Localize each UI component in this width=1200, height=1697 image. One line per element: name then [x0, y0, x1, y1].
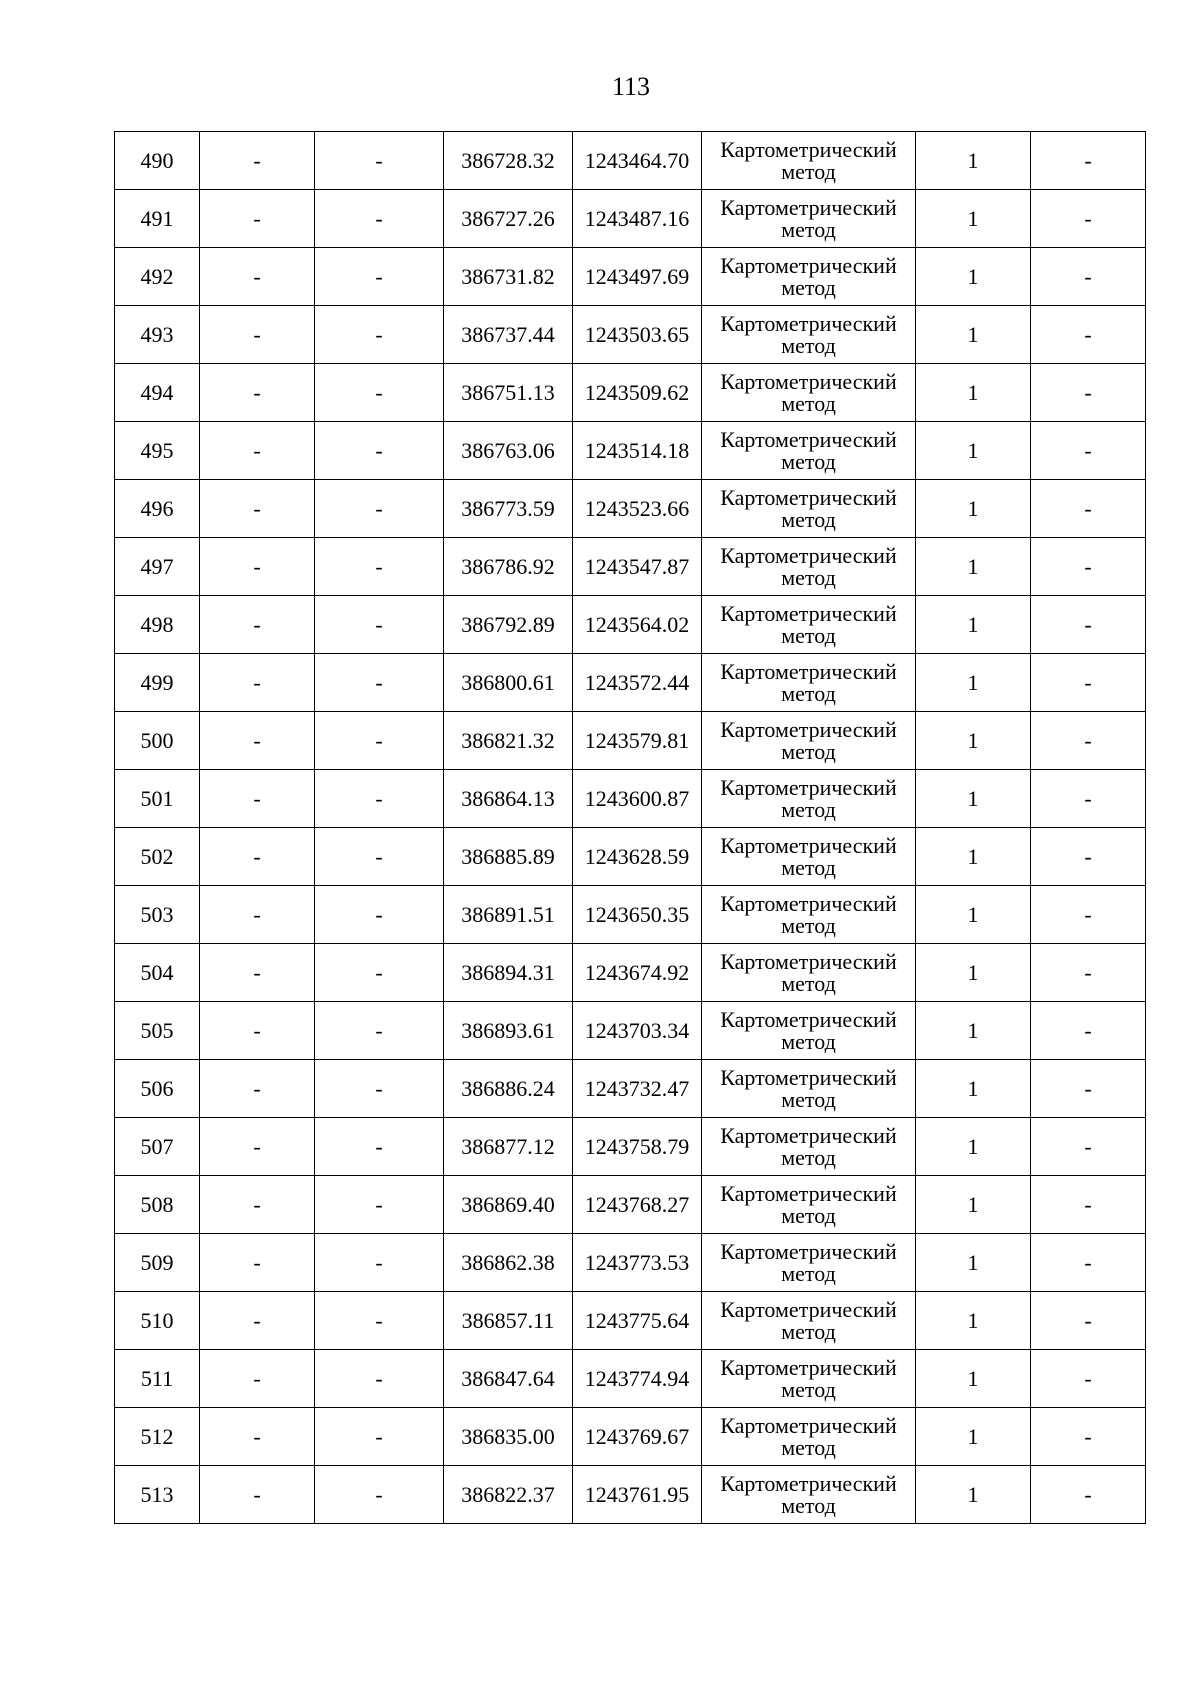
method-cell — [702, 828, 916, 886]
empty-cell: - — [315, 712, 444, 770]
y-coordinate-cell: 1243703.34 — [573, 1002, 702, 1060]
point-number-cell: 507 — [115, 1118, 200, 1176]
point-number-cell: 513 — [115, 1466, 200, 1524]
y-coordinate-cell: 1243732.47 — [573, 1060, 702, 1118]
empty-cell: - — [1031, 1234, 1146, 1292]
empty-cell: - — [315, 1002, 444, 1060]
empty-cell: - — [200, 364, 315, 422]
empty-cell: - — [315, 538, 444, 596]
method-cell — [702, 1466, 916, 1524]
table-row — [115, 1408, 1146, 1466]
y-coordinate-cell: 1243628.59 — [573, 828, 702, 886]
point-number-cell: 509 — [115, 1234, 200, 1292]
empty-cell: - — [1031, 1176, 1146, 1234]
table-row — [115, 132, 1146, 190]
point-number-cell: 491 — [115, 190, 200, 248]
method-text: Картометрический — [720, 310, 897, 336]
table-body — [115, 132, 1146, 1524]
empty-cell: - — [1031, 596, 1146, 654]
method-text: метод — [781, 506, 836, 532]
method-cell — [702, 1118, 916, 1176]
method-text: метод — [781, 1144, 836, 1170]
method-text: Картометрический — [720, 832, 897, 858]
table-row — [115, 306, 1146, 364]
table-row — [115, 1234, 1146, 1292]
empty-cell: - — [315, 1408, 444, 1466]
table-row — [115, 364, 1146, 422]
empty-cell: - — [1031, 1292, 1146, 1350]
empty-cell: - — [315, 654, 444, 712]
point-number-cell: 495 — [115, 422, 200, 480]
empty-cell: - — [200, 1060, 315, 1118]
empty-cell: - — [1031, 480, 1146, 538]
empty-cell: - — [315, 1118, 444, 1176]
accuracy-cell: 1 — [916, 1466, 1031, 1524]
x-coordinate-cell: 386727.26 — [444, 190, 573, 248]
accuracy-cell: 1 — [916, 1002, 1031, 1060]
empty-cell: - — [200, 1002, 315, 1060]
method-text: метод — [781, 274, 836, 300]
table-row — [115, 1350, 1146, 1408]
empty-cell: - — [1031, 1350, 1146, 1408]
method-text: метод — [781, 158, 836, 184]
x-coordinate-cell: 386847.64 — [444, 1350, 573, 1408]
method-text: метод — [781, 448, 836, 474]
method-text: метод — [781, 1434, 836, 1460]
empty-cell: - — [1031, 306, 1146, 364]
empty-cell: - — [1031, 654, 1146, 712]
y-coordinate-cell: 1243572.44 — [573, 654, 702, 712]
point-number-cell: 502 — [115, 828, 200, 886]
empty-cell: - — [200, 422, 315, 480]
accuracy-cell: 1 — [916, 1060, 1031, 1118]
method-text: Картометрический — [720, 1180, 897, 1206]
point-number-cell: 498 — [115, 596, 200, 654]
x-coordinate-cell: 386731.82 — [444, 248, 573, 306]
method-cell — [702, 538, 916, 596]
y-coordinate-cell: 1243579.81 — [573, 712, 702, 770]
method-cell — [702, 944, 916, 1002]
accuracy-cell: 1 — [916, 480, 1031, 538]
page-number: 113 — [611, 72, 651, 101]
method-text: метод — [781, 854, 836, 880]
y-coordinate-cell: 1243514.18 — [573, 422, 702, 480]
y-coordinate-cell: 1243674.92 — [573, 944, 702, 1002]
method-text: метод — [781, 390, 836, 416]
accuracy-cell: 1 — [916, 1234, 1031, 1292]
method-text: Картометрический — [720, 484, 897, 510]
point-number-cell: 506 — [115, 1060, 200, 1118]
table-row — [115, 1466, 1146, 1524]
method-text: метод — [781, 970, 836, 996]
point-number-cell: 497 — [115, 538, 200, 596]
empty-cell: - — [315, 1350, 444, 1408]
x-coordinate-cell: 386857.11 — [444, 1292, 573, 1350]
accuracy-cell: 1 — [916, 364, 1031, 422]
y-coordinate-cell: 1243600.87 — [573, 770, 702, 828]
method-text: метод — [781, 1492, 836, 1518]
method-text: метод — [781, 1260, 836, 1286]
empty-cell: - — [1031, 132, 1146, 190]
table-row — [115, 886, 1146, 944]
point-number-cell: 499 — [115, 654, 200, 712]
empty-cell: - — [200, 596, 315, 654]
point-number-cell: 496 — [115, 480, 200, 538]
method-text: Картометрический — [720, 658, 897, 684]
table-row — [115, 944, 1146, 1002]
method-text: Картометрический — [720, 1470, 897, 1496]
empty-cell: - — [200, 480, 315, 538]
empty-cell: - — [1031, 190, 1146, 248]
table-row — [115, 712, 1146, 770]
empty-cell: - — [315, 1292, 444, 1350]
empty-cell: - — [200, 1234, 315, 1292]
accuracy-cell: 1 — [916, 770, 1031, 828]
y-coordinate-cell: 1243547.87 — [573, 538, 702, 596]
y-coordinate-cell: 1243775.64 — [573, 1292, 702, 1350]
accuracy-cell: 1 — [916, 306, 1031, 364]
point-number-cell: 493 — [115, 306, 200, 364]
accuracy-cell: 1 — [916, 538, 1031, 596]
y-coordinate-cell: 1243769.67 — [573, 1408, 702, 1466]
point-number-cell: 494 — [115, 364, 200, 422]
x-coordinate-cell: 386800.61 — [444, 654, 573, 712]
empty-cell: - — [200, 1350, 315, 1408]
method-text: Картометрический — [720, 252, 897, 278]
x-coordinate-cell: 386822.37 — [444, 1466, 573, 1524]
table-row — [115, 596, 1146, 654]
x-coordinate-cell: 386773.59 — [444, 480, 573, 538]
empty-cell: - — [315, 1176, 444, 1234]
method-cell — [702, 132, 916, 190]
x-coordinate-cell: 386786.92 — [444, 538, 573, 596]
method-text: метод — [781, 1318, 836, 1344]
table-row — [115, 1176, 1146, 1234]
y-coordinate-cell: 1243564.02 — [573, 596, 702, 654]
table-row — [115, 422, 1146, 480]
point-number-cell: 512 — [115, 1408, 200, 1466]
method-text: Картометрический — [720, 948, 897, 974]
method-text: метод — [781, 912, 836, 938]
x-coordinate-cell: 386891.51 — [444, 886, 573, 944]
empty-cell: - — [315, 770, 444, 828]
accuracy-cell: 1 — [916, 1292, 1031, 1350]
y-coordinate-cell: 1243464.70 — [573, 132, 702, 190]
method-text: Картометрический — [720, 1006, 897, 1032]
method-text: метод — [781, 796, 836, 822]
accuracy-cell: 1 — [916, 654, 1031, 712]
empty-cell: - — [315, 364, 444, 422]
point-number-cell: 501 — [115, 770, 200, 828]
method-cell — [702, 480, 916, 538]
method-cell — [702, 1176, 916, 1234]
y-coordinate-cell: 1243650.35 — [573, 886, 702, 944]
accuracy-cell: 1 — [916, 422, 1031, 480]
empty-cell: - — [315, 1234, 444, 1292]
method-text: Картометрический — [720, 194, 897, 220]
x-coordinate-cell: 386751.13 — [444, 364, 573, 422]
empty-cell: - — [200, 1292, 315, 1350]
method-cell — [702, 654, 916, 712]
method-text: Картометрический — [720, 542, 897, 568]
method-cell — [702, 1408, 916, 1466]
x-coordinate-cell: 386885.89 — [444, 828, 573, 886]
x-coordinate-cell: 386821.32 — [444, 712, 573, 770]
method-text: Картометрический — [720, 426, 897, 452]
table-row — [115, 770, 1146, 828]
method-text: метод — [781, 738, 836, 764]
table-row — [115, 190, 1146, 248]
empty-cell: - — [1031, 770, 1146, 828]
empty-cell: - — [200, 770, 315, 828]
empty-cell: - — [200, 828, 315, 886]
method-text: Картометрический — [720, 600, 897, 626]
empty-cell: - — [1031, 1002, 1146, 1060]
y-coordinate-cell: 1243774.94 — [573, 1350, 702, 1408]
table-row — [115, 538, 1146, 596]
point-number-cell: 503 — [115, 886, 200, 944]
accuracy-cell: 1 — [916, 944, 1031, 1002]
method-cell — [702, 1350, 916, 1408]
x-coordinate-cell: 386893.61 — [444, 1002, 573, 1060]
x-coordinate-cell: 386877.12 — [444, 1118, 573, 1176]
empty-cell: - — [315, 1466, 444, 1524]
empty-cell: - — [315, 190, 444, 248]
accuracy-cell: 1 — [916, 248, 1031, 306]
y-coordinate-cell: 1243497.69 — [573, 248, 702, 306]
point-number-cell: 504 — [115, 944, 200, 1002]
empty-cell: - — [200, 886, 315, 944]
x-coordinate-cell: 386763.06 — [444, 422, 573, 480]
method-cell — [702, 712, 916, 770]
y-coordinate-cell: 1243758.79 — [573, 1118, 702, 1176]
empty-cell: - — [200, 712, 315, 770]
empty-cell: - — [315, 828, 444, 886]
empty-cell: - — [315, 1060, 444, 1118]
method-text: метод — [781, 332, 836, 358]
empty-cell: - — [315, 422, 444, 480]
empty-cell: - — [315, 596, 444, 654]
empty-cell: - — [1031, 712, 1146, 770]
empty-cell: - — [1031, 944, 1146, 1002]
method-text: Картометрический — [720, 1354, 897, 1380]
method-cell — [702, 306, 916, 364]
empty-cell: - — [1031, 828, 1146, 886]
method-text: Картометрический — [720, 1296, 897, 1322]
empty-cell: - — [200, 538, 315, 596]
point-number-cell: 490 — [115, 132, 200, 190]
empty-cell: - — [200, 306, 315, 364]
accuracy-cell: 1 — [916, 1176, 1031, 1234]
accuracy-cell: 1 — [916, 596, 1031, 654]
y-coordinate-cell: 1243768.27 — [573, 1176, 702, 1234]
x-coordinate-cell: 386728.32 — [444, 132, 573, 190]
method-text: метод — [781, 1376, 836, 1402]
method-text: метод — [781, 622, 836, 648]
empty-cell: - — [200, 190, 315, 248]
point-number-cell: 500 — [115, 712, 200, 770]
point-number-cell: 508 — [115, 1176, 200, 1234]
point-number-cell: 505 — [115, 1002, 200, 1060]
empty-cell: - — [315, 886, 444, 944]
accuracy-cell: 1 — [916, 1408, 1031, 1466]
table-row — [115, 1002, 1146, 1060]
empty-cell: - — [1031, 1118, 1146, 1176]
method-text: Картометрический — [720, 1412, 897, 1438]
method-cell — [702, 770, 916, 828]
method-text: метод — [781, 216, 836, 242]
table-row — [115, 480, 1146, 538]
method-text: Картометрический — [720, 890, 897, 916]
empty-cell: - — [200, 1408, 315, 1466]
empty-cell: - — [315, 132, 444, 190]
method-text: Картометрический — [720, 136, 897, 162]
empty-cell: - — [1031, 538, 1146, 596]
empty-cell: - — [200, 1118, 315, 1176]
empty-cell: - — [1031, 1466, 1146, 1524]
x-coordinate-cell: 386737.44 — [444, 306, 573, 364]
accuracy-cell: 1 — [916, 886, 1031, 944]
empty-cell: - — [1031, 364, 1146, 422]
point-number-cell: 492 — [115, 248, 200, 306]
accuracy-cell: 1 — [916, 828, 1031, 886]
empty-cell: - — [1031, 1408, 1146, 1466]
method-cell — [702, 1002, 916, 1060]
x-coordinate-cell: 386862.38 — [444, 1234, 573, 1292]
method-cell — [702, 596, 916, 654]
y-coordinate-cell: 1243773.53 — [573, 1234, 702, 1292]
accuracy-cell: 1 — [916, 1118, 1031, 1176]
table-row — [115, 828, 1146, 886]
method-cell — [702, 1060, 916, 1118]
method-text: метод — [781, 1086, 836, 1112]
x-coordinate-cell: 386894.31 — [444, 944, 573, 1002]
x-coordinate-cell: 386792.89 — [444, 596, 573, 654]
method-text: метод — [781, 680, 836, 706]
method-cell — [702, 1234, 916, 1292]
empty-cell: - — [200, 1466, 315, 1524]
method-cell — [702, 364, 916, 422]
empty-cell: - — [1031, 248, 1146, 306]
point-number-cell: 510 — [115, 1292, 200, 1350]
empty-cell: - — [1031, 422, 1146, 480]
empty-cell: - — [315, 248, 444, 306]
y-coordinate-cell: 1243761.95 — [573, 1466, 702, 1524]
method-cell — [702, 1292, 916, 1350]
empty-cell: - — [315, 306, 444, 364]
accuracy-cell: 1 — [916, 712, 1031, 770]
method-text: метод — [781, 564, 836, 590]
x-coordinate-cell: 386864.13 — [444, 770, 573, 828]
table-row — [115, 1118, 1146, 1176]
empty-cell: - — [200, 248, 315, 306]
method-text: Картометрический — [720, 1122, 897, 1148]
empty-cell: - — [200, 1176, 315, 1234]
point-number-cell: 511 — [115, 1350, 200, 1408]
method-text: Картометрический — [720, 1238, 897, 1264]
x-coordinate-cell: 386835.00 — [444, 1408, 573, 1466]
x-coordinate-cell: 386869.40 — [444, 1176, 573, 1234]
empty-cell: - — [315, 944, 444, 1002]
method-cell — [702, 248, 916, 306]
method-text: Картометрический — [720, 368, 897, 394]
method-text: Картометрический — [720, 774, 897, 800]
method-text: метод — [781, 1202, 836, 1228]
accuracy-cell: 1 — [916, 190, 1031, 248]
empty-cell: - — [1031, 886, 1146, 944]
empty-cell: - — [200, 132, 315, 190]
table-row — [115, 1292, 1146, 1350]
method-text: метод — [781, 1028, 836, 1054]
accuracy-cell: 1 — [916, 1350, 1031, 1408]
coordinates-table — [114, 131, 1146, 1524]
empty-cell: - — [315, 480, 444, 538]
table-row — [115, 654, 1146, 712]
empty-cell: - — [1031, 1060, 1146, 1118]
method-text: Картометрический — [720, 1064, 897, 1090]
method-text: Картометрический — [720, 716, 897, 742]
y-coordinate-cell: 1243509.62 — [573, 364, 702, 422]
method-cell — [702, 886, 916, 944]
table-row — [115, 248, 1146, 306]
table-row — [115, 1060, 1146, 1118]
y-coordinate-cell: 1243523.66 — [573, 480, 702, 538]
x-coordinate-cell: 386886.24 — [444, 1060, 573, 1118]
empty-cell: - — [200, 654, 315, 712]
method-cell — [702, 190, 916, 248]
method-cell — [702, 422, 916, 480]
y-coordinate-cell: 1243487.16 — [573, 190, 702, 248]
y-coordinate-cell: 1243503.65 — [573, 306, 702, 364]
accuracy-cell: 1 — [916, 132, 1031, 190]
empty-cell: - — [200, 944, 315, 1002]
